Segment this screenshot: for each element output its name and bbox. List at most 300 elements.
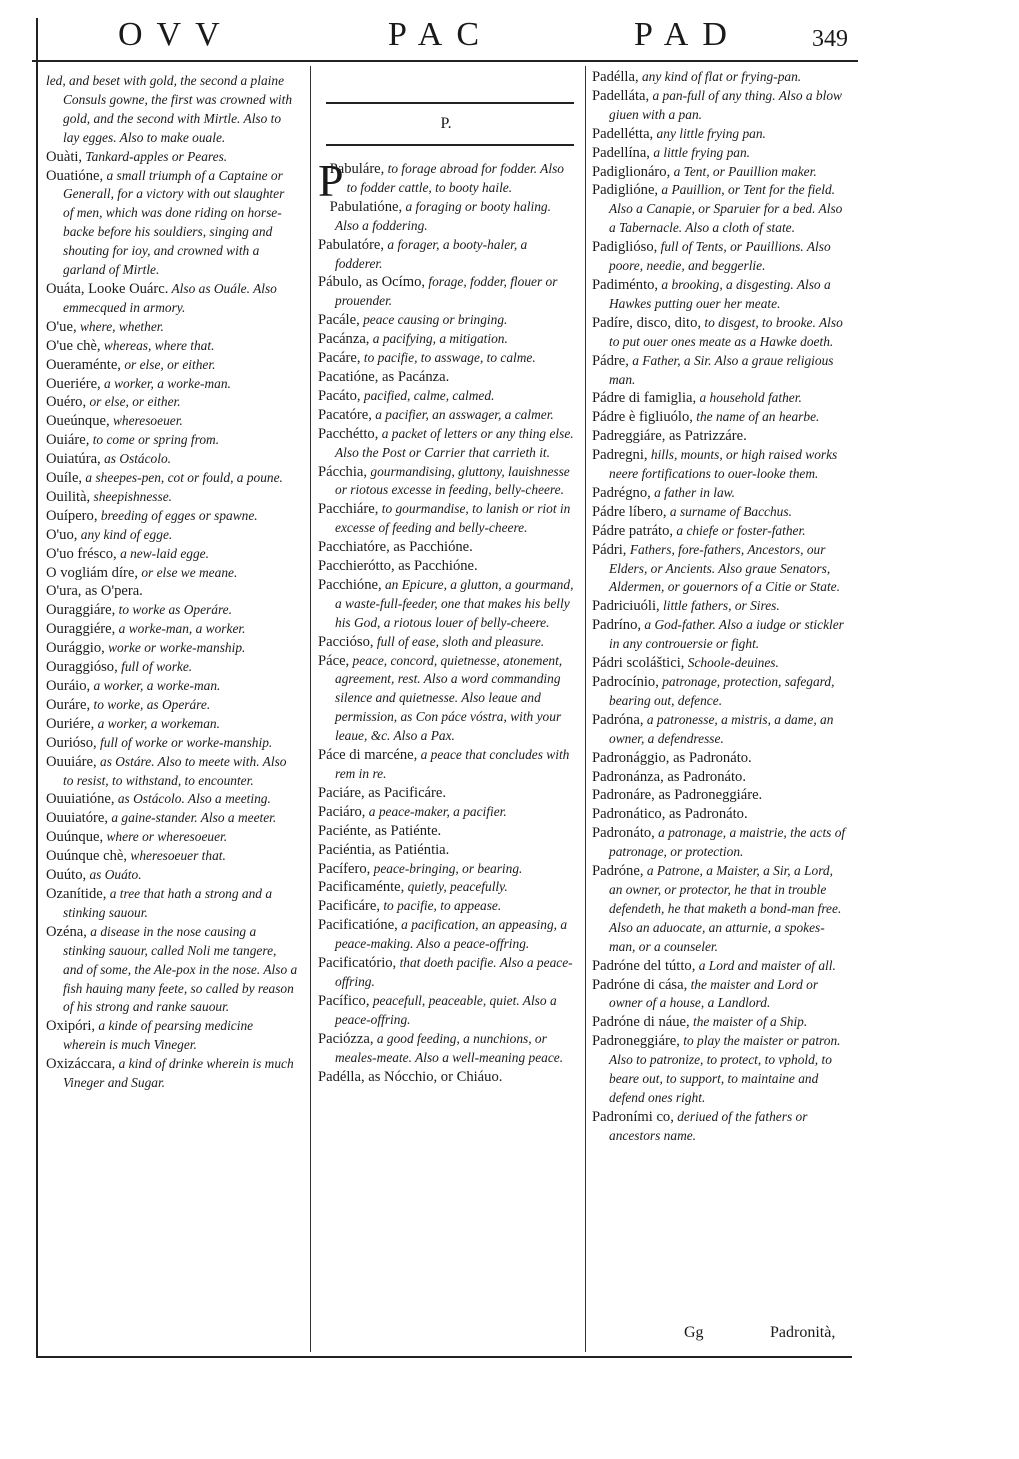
headword: Ouéro, bbox=[46, 394, 87, 411]
definition: any kind of flat or frying-pan. bbox=[638, 69, 802, 84]
headword: Padroními co, bbox=[592, 1108, 674, 1125]
definition: to worke, as Operáre. bbox=[90, 696, 211, 712]
dictionary-entry bbox=[592, 768, 848, 787]
definition: a tree that hath a strong and a stinking sauour. bbox=[63, 885, 273, 920]
dictionary-entry bbox=[318, 500, 574, 538]
dictionary-entry bbox=[46, 753, 298, 791]
definition: a father in law. bbox=[650, 484, 735, 500]
dictionary-entry bbox=[318, 916, 574, 954]
definition: wheresoeuer that. bbox=[127, 848, 226, 864]
headword: Paciénte, as Patiénte. bbox=[318, 822, 442, 839]
definition: the maister of a Ship. bbox=[689, 1014, 808, 1030]
dictionary-entry bbox=[318, 576, 574, 633]
dictionary-entry bbox=[592, 976, 848, 1014]
column-rule-right bbox=[585, 66, 586, 1352]
headword: Ouípero, bbox=[46, 507, 98, 524]
headword: Ouatióne, bbox=[46, 167, 104, 184]
definition: to gourmandise, to lanish or riot in excesse of feeding and belly-cheere. bbox=[335, 501, 571, 536]
headword: Padronáto, bbox=[592, 825, 655, 842]
headword: Pacáto, bbox=[318, 387, 361, 404]
frame-top-rule bbox=[32, 60, 858, 62]
dictionary-entry bbox=[592, 427, 848, 446]
definition: a kind of drinke wherein is much Vineger and Sugar. bbox=[63, 1056, 294, 1091]
definition: a foraging or booty haling. Also a foddering. bbox=[335, 198, 551, 233]
definition: a worker, a worke-man. bbox=[90, 678, 221, 693]
dictionary-entry bbox=[46, 564, 298, 583]
headword: Pabulatóre, bbox=[318, 236, 385, 253]
definition: Tankard-apples or Peares. bbox=[82, 148, 228, 164]
headword: Pacificáre, bbox=[318, 898, 380, 915]
dictionary-entry bbox=[592, 144, 848, 163]
definition: whereas, where that. bbox=[100, 337, 215, 353]
dictionary-entry bbox=[592, 824, 848, 862]
headword: Padélla, as Nócchio, or Chiáuo. bbox=[318, 1068, 503, 1085]
running-head-left: OVV bbox=[118, 16, 234, 53]
dictionary-entry bbox=[46, 828, 298, 847]
definition: Fathers, fore-fathers, Ancestors, our Elders, or Ancients. Also graue Senators, Aldermen, or gouernors of a Citie or State. bbox=[609, 541, 840, 595]
dictionary-entry bbox=[46, 280, 298, 318]
headword: Padróne del tútto, bbox=[592, 957, 696, 974]
dictionary-entry bbox=[46, 431, 298, 450]
dictionary-entry bbox=[46, 866, 298, 885]
definition: a packet of letters or any thing else. Also the Post or Carrier that carrieth it. bbox=[335, 425, 574, 460]
headword: Pácchia, bbox=[318, 463, 368, 480]
definition: peace-bringing, or bearing. bbox=[370, 860, 523, 876]
headword: Ouraggiáre, bbox=[46, 602, 116, 619]
definition: deriued of the fathers or ancestors name. bbox=[609, 1108, 808, 1143]
headword: Pádre è figliuólo, bbox=[592, 409, 693, 426]
headword: Pádri scoláštici, bbox=[592, 655, 685, 672]
headword: Ouraggiére, bbox=[46, 621, 116, 638]
headword: Pádre, bbox=[592, 352, 629, 369]
dictionary-entry bbox=[592, 541, 848, 598]
headword: Padiglióso, bbox=[592, 239, 658, 256]
definition: a gaine-stander. Also a meeter. bbox=[108, 810, 277, 826]
dictionary-entry bbox=[46, 1017, 298, 1055]
headword: Padriciuóli, bbox=[592, 598, 660, 615]
definition: a patronage, a maistrie, the acts of patronage, or protection. bbox=[609, 825, 846, 860]
dictionary-entry bbox=[592, 673, 848, 711]
headword: Ourággio, bbox=[46, 640, 105, 657]
running-head-center: PAC bbox=[388, 16, 494, 53]
dictionary-entry bbox=[46, 658, 298, 677]
dictionary-entry bbox=[318, 155, 574, 206]
dictionary-entry bbox=[46, 318, 298, 337]
headword: Ouuiatióne, bbox=[46, 791, 115, 808]
dictionary-entry bbox=[592, 1032, 848, 1108]
dictionary-entry bbox=[592, 805, 848, 824]
dictionary-entry bbox=[592, 352, 848, 390]
dictionary-entry bbox=[46, 601, 298, 620]
definition: a worker, a workeman. bbox=[94, 715, 220, 731]
definition: a sheepes-pen, cot or fould, a poune. bbox=[82, 470, 283, 486]
definition: an Epicure, a glutton, a gourmand, a waste-full-feeder, one that makes his belly his God, a riotous louer of belly-cheere. bbox=[335, 576, 574, 630]
headword: Pacatóre, bbox=[318, 406, 372, 423]
dictionary-entry bbox=[46, 790, 298, 809]
definition: a chiefe or foster-father. bbox=[673, 522, 806, 538]
headword: Pacificatório, bbox=[318, 955, 397, 972]
definition: any kind of egge. bbox=[77, 526, 173, 542]
headword: Pabuláre, bbox=[329, 161, 385, 177]
dictionary-entry bbox=[46, 885, 298, 923]
headword: Padiglióne, bbox=[592, 182, 659, 199]
headword: O'ura, as O'pera. bbox=[46, 583, 143, 600]
dictionary-entry bbox=[318, 406, 574, 425]
dictionary-entry bbox=[46, 148, 298, 167]
column-2 bbox=[318, 72, 574, 1086]
headword: Pacchiáre, bbox=[318, 501, 379, 518]
section-rule-bottom bbox=[326, 144, 574, 146]
definition: a Tent, or Pauillion maker. bbox=[670, 163, 817, 179]
headword: Pacchétto, bbox=[318, 425, 379, 442]
running-head-right: PAD bbox=[634, 16, 741, 53]
dictionary-entry bbox=[592, 408, 848, 427]
definition: a kinde of pearsing medicine wherein is much Vineger. bbox=[63, 1018, 254, 1053]
definition: a God-father. Also a iudge or stickler in any controuersie or fight. bbox=[609, 617, 844, 652]
definition: as Ostácolo. bbox=[100, 451, 172, 467]
headword: Ouíle, bbox=[46, 470, 83, 487]
headword: Pádre líbero, bbox=[592, 503, 667, 520]
drop-cap: P bbox=[318, 155, 344, 206]
dictionary-entry bbox=[318, 633, 574, 652]
dictionary-entry bbox=[318, 198, 574, 236]
headword: Pádre di famiglia, bbox=[592, 390, 697, 407]
headword: Padronánza, as Padronáto. bbox=[592, 768, 746, 785]
headword: Paciózza, bbox=[318, 1030, 374, 1047]
dictionary-entry bbox=[46, 337, 298, 356]
headword: O'ue, bbox=[46, 318, 77, 335]
headword: Ouáta, Looke Ouárc. bbox=[46, 280, 169, 297]
dictionary-entry bbox=[592, 389, 848, 408]
headword: Ozanítide, bbox=[46, 885, 107, 902]
headword: Padroneggiáre, bbox=[592, 1033, 680, 1050]
headword: Padelláta, bbox=[592, 87, 650, 104]
dictionary-entry bbox=[592, 749, 848, 768]
dictionary-entry bbox=[46, 450, 298, 469]
dictionary-entry bbox=[592, 446, 848, 484]
definition: a worker, a worke-man. bbox=[100, 375, 231, 391]
dictionary-entry bbox=[318, 387, 574, 406]
definition: a peace-maker, a pacifier. bbox=[365, 803, 507, 819]
page-number: 349 bbox=[812, 26, 848, 52]
headword: Pacatióne, as Pacánza. bbox=[318, 368, 450, 385]
dictionary-entry bbox=[592, 276, 848, 314]
headword: Padróne di náue, bbox=[592, 1014, 690, 1031]
headword: O'uo, bbox=[46, 526, 78, 543]
headword: Padróne, bbox=[592, 863, 644, 880]
headword: Padélla, bbox=[592, 69, 639, 85]
dictionary-entry bbox=[46, 847, 298, 866]
dictionary-entry bbox=[318, 538, 574, 557]
definition: sheepishnesse. bbox=[90, 488, 173, 504]
definition: to worke as Operáre. bbox=[115, 602, 232, 618]
definition: Schoole-deuines. bbox=[684, 655, 779, 671]
definition: a worke-man, a worker. bbox=[115, 621, 246, 637]
dictionary-entry bbox=[46, 469, 298, 488]
definition: to pacifie, to appease. bbox=[379, 898, 502, 914]
column-rule-left bbox=[310, 66, 311, 1352]
headword: Padregni, bbox=[592, 447, 648, 464]
headword: Padíre, disco, dito, bbox=[592, 314, 702, 331]
definition: a pan-full of any thing. Also a blow giuen with a pan. bbox=[609, 87, 842, 122]
dictionary-entry bbox=[592, 1108, 848, 1146]
definition: a brooking, a disgesting. Also a Hawkes putting ouer her meate. bbox=[609, 276, 831, 311]
headword: Pacificaménte, bbox=[318, 879, 405, 896]
dictionary-entry bbox=[46, 809, 298, 828]
definition: a disease in the nose causing a stinking sauour, called Noli me tangere, and of some, the Ale-pox in the nose. Also a fish hauing many feete, so called by reason of his strong and ranke sauour. bbox=[63, 923, 298, 1015]
headword: Pacále, bbox=[318, 312, 360, 329]
dictionary-entry bbox=[318, 897, 574, 916]
headword: Pacchierótto, as Pacchióne. bbox=[318, 558, 478, 575]
dictionary-entry bbox=[318, 349, 574, 368]
definition: quietly, peacefully. bbox=[404, 879, 508, 895]
dictionary-entry bbox=[318, 330, 574, 349]
headword: Pádre patráto, bbox=[592, 522, 674, 539]
dictionary-entry bbox=[592, 68, 848, 87]
definition: hills, mounts, or high raised works neere fortifications to ouer-looke them. bbox=[609, 447, 838, 482]
headword: Ourióso, bbox=[46, 734, 97, 751]
dictionary-entry bbox=[318, 273, 574, 311]
dictionary-entry bbox=[318, 1030, 574, 1068]
definition: where or wheresoeuer. bbox=[103, 829, 228, 845]
dictionary-entry bbox=[592, 125, 848, 144]
dictionary-entry bbox=[46, 167, 298, 280]
headword: Pábulo, as Ocímo, bbox=[318, 274, 426, 291]
dictionary-entry bbox=[318, 860, 574, 879]
headword: Ouriére, bbox=[46, 715, 95, 732]
definition: a Father, a Sir. Also a graue religious man. bbox=[609, 352, 834, 387]
definition: any little frying pan. bbox=[653, 125, 766, 141]
headword: Ouúto, bbox=[46, 867, 87, 884]
dictionary-entry bbox=[318, 236, 574, 274]
dictionary-entry bbox=[46, 72, 298, 148]
definition: full of Tents, or Pauillions. Also poore, needie, and beggerlie. bbox=[609, 239, 831, 274]
headword: Padreggiáre, as Patrizzáre. bbox=[592, 428, 747, 445]
dictionary-entry bbox=[46, 507, 298, 526]
definition: breeding of egges or spawne. bbox=[97, 507, 258, 523]
dictionary-entry bbox=[46, 582, 298, 601]
dictionary-entry bbox=[318, 784, 574, 803]
headword: Paciáro, bbox=[318, 803, 366, 820]
dictionary-entry bbox=[592, 597, 848, 616]
definition: to forage abroad for fodder. Also to fodder cattle, to booty haile. bbox=[346, 161, 564, 195]
headword: Pacífico, bbox=[318, 992, 370, 1009]
catchword: Padronità, bbox=[770, 1324, 836, 1341]
definition: or else we meane. bbox=[138, 564, 238, 580]
definition: peacefull, peaceable, quiet. Also a peace-offring. bbox=[335, 992, 557, 1027]
definition: peace causing or bringing. bbox=[359, 312, 508, 328]
dictionary-entry bbox=[46, 488, 298, 507]
headword: Pacánza, bbox=[318, 331, 370, 348]
definition: as Ouáto. bbox=[86, 867, 142, 883]
headword: Pádri, bbox=[592, 541, 627, 558]
definition: as Ostáre. Also to meete with. Also to resist, to withstand, to encounter. bbox=[63, 753, 287, 788]
headword: Ouráio, bbox=[46, 678, 91, 694]
dictionary-entry bbox=[592, 484, 848, 503]
dictionary-entry bbox=[592, 711, 848, 749]
definition: full of ease, sloth and pleasure. bbox=[373, 633, 545, 649]
frame-left-rule bbox=[36, 18, 38, 1358]
headword: Ouiatúra, bbox=[46, 451, 101, 468]
definition: to pacifie, to asswage, to calme. bbox=[360, 350, 536, 366]
definition: or else, or either. bbox=[86, 394, 181, 410]
headword: Padronático, as Padronáto. bbox=[592, 806, 748, 823]
dictionary-entry bbox=[46, 639, 298, 658]
dictionary-entry bbox=[318, 992, 574, 1030]
dictionary-entry bbox=[46, 734, 298, 753]
headword: Pacificatióne, bbox=[318, 917, 398, 934]
dictionary-entry bbox=[318, 746, 574, 784]
dictionary-entry bbox=[318, 878, 574, 897]
definition: a pacification, an appeasing, a peace-making. Also a peace-offring. bbox=[335, 917, 568, 952]
column-1 bbox=[46, 72, 298, 1093]
headword: Ouuiatóre, bbox=[46, 810, 109, 827]
headword: Ouraggióso, bbox=[46, 659, 118, 676]
headword: Padiménto, bbox=[592, 276, 659, 293]
definition: a good feeding, a nunchions, or meales-meate. Also a well-meaning peace. bbox=[335, 1030, 564, 1065]
dictionary-entry bbox=[318, 311, 574, 330]
dictionary-entry bbox=[46, 1055, 298, 1093]
dictionary-entry bbox=[592, 654, 848, 673]
dictionary-entry bbox=[592, 786, 848, 805]
headword: Ouúnque, bbox=[46, 829, 104, 846]
dictionary-entry bbox=[592, 957, 848, 976]
dictionary-entry bbox=[592, 314, 848, 352]
definition: a peace that concludes with rem in re. bbox=[335, 747, 570, 781]
dictionary-entry bbox=[46, 923, 298, 1018]
definition: a forager, a booty-haler, a fodderer. bbox=[335, 236, 528, 271]
definition: a new-laid egge. bbox=[116, 545, 209, 561]
section-label: P. bbox=[440, 115, 452, 132]
definition: gourmandising, gluttony, lauishnesse or riotous excesse in feeding, belly-cheere. bbox=[335, 463, 570, 498]
definition: a Pauillion, or Tent for the field. Also a Canapie, or Sparuier for a bed. Also a Tabernacle. Also a cloth of state. bbox=[609, 182, 843, 236]
headword: O vogliám díre, bbox=[46, 564, 139, 581]
headword: Páce di marcéne, bbox=[318, 747, 418, 764]
definition: led, and beset with gold, the second a plaine Consuls gowne, the first was crowned with gold, and the second with Mirtle. Also to lay egges. Also to make ouale. bbox=[46, 73, 293, 145]
definition: pacified, calme, calmed. bbox=[360, 387, 495, 403]
definition: where, whether. bbox=[76, 318, 164, 334]
dictionary-entry bbox=[592, 522, 848, 541]
definition: wheresoeuer. bbox=[109, 413, 183, 429]
headword: Pacífero, bbox=[318, 860, 371, 877]
dictionary-entry bbox=[46, 375, 298, 394]
dictionary-entry bbox=[592, 1013, 848, 1032]
headword: Ouàti, bbox=[46, 148, 83, 165]
definition: patronage, protection, safegard, bearing out, defence. bbox=[609, 674, 835, 708]
definition: a Patrone, a Maister, a Sir, a Lord, an owner, or protector, he that in trouble defendeth, he that maketh a bond-man free. Also an aduocate, an atturnie, a spokes-man, or a counseler. bbox=[609, 863, 842, 954]
dictionary-entry bbox=[592, 503, 848, 522]
headword: Padríno, bbox=[592, 617, 642, 634]
definition: little fathers, or Sires. bbox=[659, 598, 780, 614]
headword: Padróna, bbox=[592, 711, 644, 728]
definition: a pacifying, a mitigation. bbox=[369, 331, 508, 347]
definition: to play the maister or patron. Also to patronize, to protect, to vphold, to beare out, to support, to maintaine and defend ones right. bbox=[609, 1033, 841, 1105]
headword: Padróne di cása, bbox=[592, 976, 688, 993]
frame-bottom-rule bbox=[36, 1356, 852, 1358]
definition: the name of an hearbe. bbox=[692, 409, 820, 425]
definition: to come or spring from. bbox=[89, 432, 220, 448]
dictionary-entry bbox=[318, 822, 574, 841]
definition: a household father. bbox=[696, 390, 802, 406]
headword: Ouuiáre, bbox=[46, 753, 97, 770]
definition: Also as Ouále. Also emmecqued in armory. bbox=[63, 280, 277, 315]
column-3 bbox=[592, 68, 848, 1146]
dictionary-entry bbox=[318, 652, 574, 747]
dictionary-entry bbox=[318, 803, 574, 822]
dictionary-entry bbox=[592, 238, 848, 276]
definition: a Lord and maister of all. bbox=[695, 957, 836, 973]
definition: as Ostácolo. Also a meeting. bbox=[114, 791, 271, 807]
definition: a patronesse, a mistris, a dame, an owner, a defendresse. bbox=[609, 711, 834, 746]
dictionary-entry bbox=[592, 163, 848, 182]
headword: Ouiáre, bbox=[46, 432, 90, 449]
headword: Ouráre, bbox=[46, 696, 91, 713]
dictionary-entry bbox=[318, 368, 574, 387]
dictionary-entry bbox=[318, 425, 574, 463]
headword: Oxizáccara, bbox=[46, 1056, 116, 1073]
headword: Paccióso, bbox=[318, 633, 374, 650]
dictionary-entry bbox=[318, 557, 574, 576]
headword: Ouilità, bbox=[46, 488, 91, 505]
definition: a small triumph of a Captaine or Generall, for a victory with out slaughter of men, which was done riding on horse-backe before his souldiers, singing and shouting for ioy, and crowned with a garland of Mirtle. bbox=[63, 167, 285, 278]
headword: Paciáre, as Pacificáre. bbox=[318, 784, 447, 801]
dictionary-entry bbox=[592, 616, 848, 654]
headword: Ozéna, bbox=[46, 923, 87, 940]
dictionary-entry bbox=[46, 356, 298, 375]
dictionary-entry bbox=[318, 841, 574, 860]
headword: Padellína, bbox=[592, 144, 650, 161]
headword: Oxipóri, bbox=[46, 1018, 96, 1035]
headword: Padellétta, bbox=[592, 125, 654, 142]
definition: to disgest, to brooke. Also to put ouer ones meate as a Hawke doeth. bbox=[609, 314, 843, 349]
definition: worke or worke-manship. bbox=[104, 640, 246, 656]
headword: Padrocínio, bbox=[592, 674, 659, 690]
headword: Oueúnque, bbox=[46, 413, 110, 430]
headword: Pacchióne, bbox=[318, 576, 382, 593]
definition: the maister and Lord or owner of a house, a Landlord. bbox=[609, 976, 819, 1011]
headword: Padronággio, as Padronáto. bbox=[592, 749, 752, 766]
headword: Padiglionáro, bbox=[592, 163, 671, 180]
headword: Oueriére, bbox=[46, 375, 101, 392]
dictionary-entry bbox=[592, 87, 848, 125]
definition: full of worke. bbox=[117, 659, 193, 675]
dictionary-entry bbox=[318, 1068, 574, 1087]
headword: Pacchiatóre, as Pacchióne. bbox=[318, 539, 473, 556]
headword: Ouúnque chè, bbox=[46, 848, 128, 865]
definition: forage, fodder, flouer or prouender. bbox=[335, 274, 558, 309]
dictionary-entry bbox=[318, 463, 574, 501]
headword: O'ue chè, bbox=[46, 337, 101, 354]
headword: O'uo frésco, bbox=[46, 545, 117, 562]
headword: Pacáre, bbox=[318, 350, 361, 367]
definition: a surname of Bacchus. bbox=[666, 503, 792, 519]
dictionary-entry bbox=[46, 715, 298, 734]
dictionary-entry bbox=[46, 412, 298, 431]
dictionary-entry bbox=[46, 677, 298, 696]
dictionary-entry bbox=[46, 620, 298, 639]
headword: Oueraménte, bbox=[46, 356, 121, 373]
headword: Páce, bbox=[318, 652, 350, 669]
dictionary-entry bbox=[318, 954, 574, 992]
dictionary-entry bbox=[592, 862, 848, 957]
dictionary-entry bbox=[46, 526, 298, 545]
definition: a little frying pan. bbox=[649, 144, 751, 160]
headword: Pabulatióne, bbox=[329, 198, 403, 215]
signature-mark: Gg bbox=[684, 1324, 704, 1341]
definition: a pacifier, an asswager, a calmer. bbox=[371, 406, 554, 422]
headword: Paciéntia, as Patiéntia. bbox=[318, 841, 450, 858]
headword: Padrégno, bbox=[592, 484, 651, 501]
